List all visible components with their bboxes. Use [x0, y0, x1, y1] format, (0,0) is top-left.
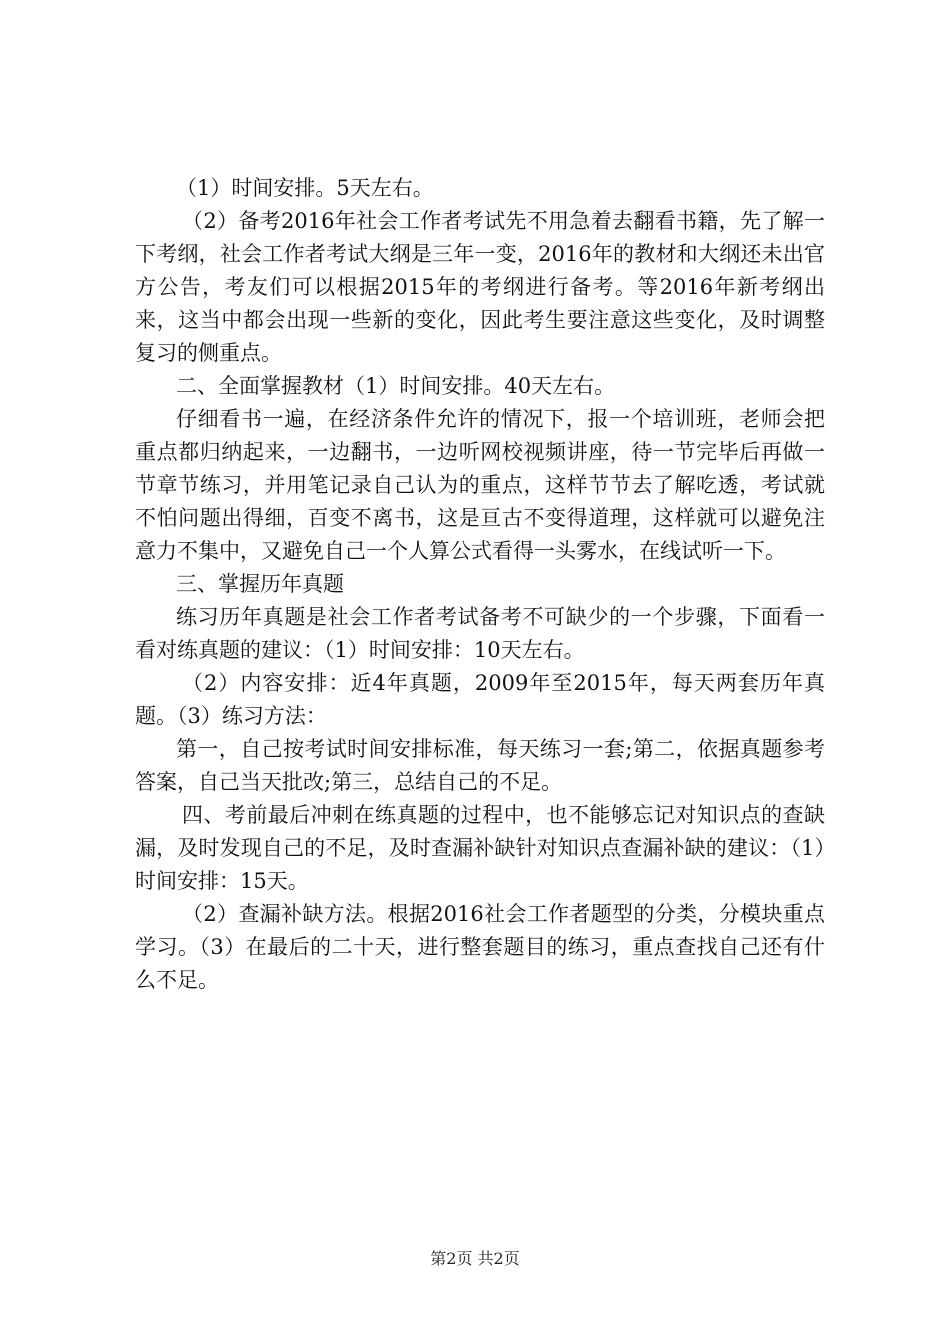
paragraph-past-papers-advice: 练习历年真题是社会工作者考试备考不可缺少的一个步骤，下面看一看对练真题的建议：（1）时间安排：10天左右。	[135, 605, 825, 662]
paragraph-heading-past-papers: 三、掌握历年真题	[176, 572, 344, 596]
paragraph-gap-filling: （2）查漏补缺方法。根据2016社会工作者题型的分类，分模块重点学习。（3）在最后的二十天，进行整套题目的练习，重点查找自己还有什么不足。	[135, 902, 825, 992]
paragraph-heading-textbook: 二、全面掌握教材（1）时间安排。40天左右。	[176, 374, 616, 398]
paragraph-time-arrangement: （1）时间安排。5天左右。	[176, 176, 434, 200]
paragraph-exam-outline: （2）备考2016年社会工作者考试先不用急着去翻看书籍，先了解一下考纲，社会工作者考试大纲是三年一变，2016年的教材和大纲还未出官方公告，考友们可以根据2015年的考纲进行备考。等2016年新考纲出来，这当中都会出现一些新的变化，因此考生要注意这些变化，及时调整复习的侧重点。	[135, 209, 825, 365]
paragraph-practice-steps: 第一，自己按考试时间安排标准，每天练习一套;第二，依据真题参考答案，自己当天批改;第三，总结自己的不足。	[135, 737, 825, 794]
document-body	[135, 172, 825, 997]
paragraph-final-sprint: 四、考前最后冲刺在练真题的过程中，也不能够忘记对知识点的查缺漏，及时发现自己的不足，及时查漏补缺针对知识点查漏补缺的建议：（1）时间安排：15天。	[135, 803, 825, 893]
paragraph-study-method: 仔细看书一遍，在经济条件允许的情况下，报一个培训班，老师会把重点都归纳起来，一边翻书，一边听网校视频讲座，待一节完毕后再做一节章节练习，并用笔记录自己认为的重点，这样节节去了解吃透，考试就不怕问题出得细，百变不离书，这是亘古不变得道理，这样就可以避免注意力不集中，又避免自己一个人算公式看得一头雾水，在线试听一下。	[135, 407, 825, 563]
paragraph-content-arrangement: （2）内容安排：近4年真题，2009年至2015年，每天两套历年真题。（3）练习方法：	[135, 671, 825, 728]
page-number-footer: 第2页 共2页	[430, 1249, 520, 1268]
